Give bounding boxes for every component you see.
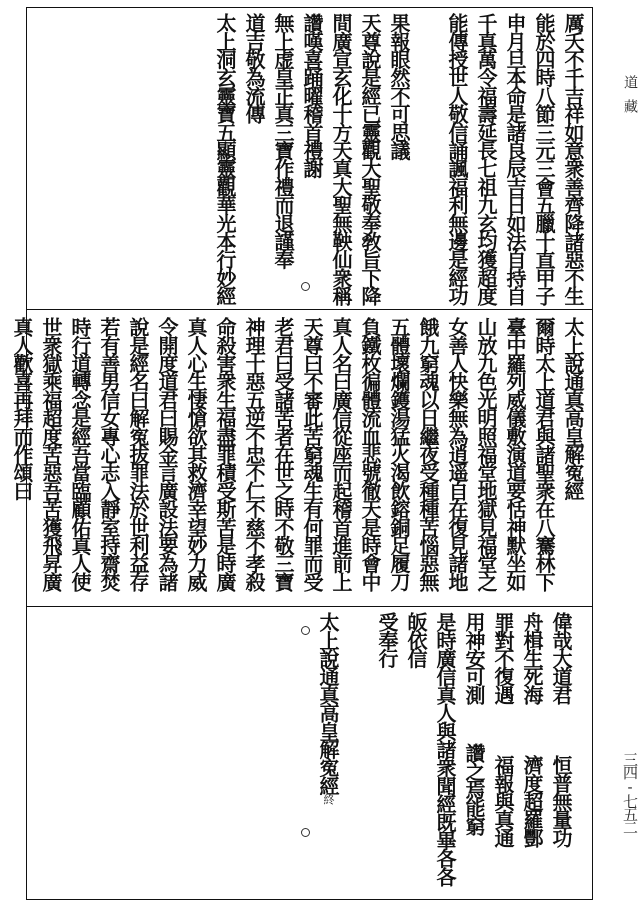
text-column: 世衆獄乘福超度苦惡吾苦獲飛昇廣 xyxy=(39,317,63,591)
annotation-mark: 終 xyxy=(322,794,335,806)
text-column: 命殺害衆生福盡罪積受斯苦是時廣 xyxy=(213,317,237,591)
text-column: 臺中羅列威儀敷演道要恬神默坐如 xyxy=(503,317,527,591)
text-column: 千真萬令福壽延長七祖九玄均獲超度 xyxy=(474,13,498,305)
text-column: 天尊說是經已靈觀大聖敬奉敎旨下降 xyxy=(358,13,382,305)
text-column: 太上洞玄靈寶五顯靈觀華光本行妙經 xyxy=(213,13,237,305)
text-column xyxy=(413,7,442,309)
text-line: 是時廣信真人與諸衆聞經既畢各各 xyxy=(433,612,457,886)
text-columns xyxy=(314,608,575,900)
text-columns xyxy=(210,7,587,309)
text-column: 無上虚皇正真三寶作禮而退謹奉 xyxy=(271,13,295,268)
text-column: 女善人快樂無為逍遥自在復見諸地 xyxy=(445,317,469,591)
text-column: 能傳授世人敬信誦諷福利無邊是經功 xyxy=(445,13,469,305)
text-column: 令開度道君曰賜金言廣設法要為諸 xyxy=(155,317,179,591)
text-column xyxy=(488,608,517,900)
text-column xyxy=(401,608,430,900)
text-column xyxy=(546,608,575,900)
text-column: 天尊曰不審此苦窮魂生有何罪而受 xyxy=(300,317,324,591)
text-column: 太上說通真高皇解寃經 xyxy=(561,317,585,500)
text-column: 真人名曰廣信從座而起稽首進前上 xyxy=(329,317,353,591)
text-column: 若有善男信女專心志入靜室持齋焚 xyxy=(97,317,121,591)
text-column: 神理十惡五逆不忠不仁不慈不孝殺 xyxy=(242,317,266,591)
text-column xyxy=(372,608,401,900)
text-line: 皈依信 xyxy=(404,612,428,667)
text-column xyxy=(459,608,488,900)
punctuation-circle xyxy=(301,626,310,635)
panel-divider xyxy=(26,606,593,607)
punctuation-circle xyxy=(301,828,310,837)
collection-title: 道藏 xyxy=(622,75,638,123)
text-line: 用神安可測 xyxy=(462,612,486,704)
text-column: 間廣宣玄化十方天真大聖無鞅仙衆稱 xyxy=(329,13,353,305)
verse-line: 讚之焉能窮 xyxy=(462,743,486,835)
text-line: 偉哉大道君 xyxy=(549,612,573,704)
text-column xyxy=(343,608,372,900)
text-column: 餓九窮魂以日繼夜受種種苦惱惡無 xyxy=(416,317,440,591)
text-column: 真人心生悽愴欲其救濟幸望妙力威 xyxy=(184,317,208,591)
text-column xyxy=(314,608,343,900)
text-column: 爾時太上道君與諸聖衆在八騫林下 xyxy=(532,317,556,591)
middle-panel xyxy=(10,311,593,606)
text-column: 負鐵枚徧體流血悲號徹天是時會中 xyxy=(358,317,382,591)
text-column: 說是經名曰解寃拔罪法於世利益存 xyxy=(126,317,150,591)
upper-panel xyxy=(26,7,593,309)
text-column: 厲夭不千吉祥如意衆善齊降諸惡不生 xyxy=(561,13,585,305)
text-column: 讚嘆喜踊曜稽首禮謝 xyxy=(300,13,324,177)
page-number: 三四-七五二 xyxy=(621,752,639,833)
panel-divider xyxy=(26,309,593,310)
text-column: 果報眼然不可思議 xyxy=(387,13,411,159)
text-column: 老君曰受諸苦者在世之時不敬三寶 xyxy=(271,317,295,591)
verse-line: 恒普無量功 xyxy=(549,755,573,847)
text-column: 五體壞爛鑊湯猛火渴飲鎔銅足履刀 xyxy=(387,317,411,591)
text-columns xyxy=(7,311,587,606)
text-column: 道吉敬為流傳 xyxy=(242,13,266,123)
text-column: 時行道轉念是經吾當臨顧佑真人使 xyxy=(68,317,92,591)
text-line: 罪對不復遇 xyxy=(491,612,515,704)
punctuation-circle xyxy=(301,282,310,291)
lower-panel xyxy=(26,608,593,900)
text-column: 真人歡喜再拜而作頌曰 xyxy=(10,317,34,500)
text-line: 舟楫生死海 xyxy=(520,612,544,704)
verse-line: 福報與真通 xyxy=(491,755,515,847)
text-column: 申月旦本命是諸良辰吉日如法自持自 xyxy=(503,13,527,305)
text-line: 受奉行 xyxy=(375,612,399,667)
text-column: 山放九色光明照福堂地獄見福堂之 xyxy=(474,317,498,591)
text-column: 能於四時八節三元三會五臘十直甲子 xyxy=(532,13,556,305)
text-column xyxy=(517,608,546,900)
text-line: 太上說通真高皇解寃經 xyxy=(316,612,340,795)
text-column xyxy=(430,608,459,900)
verse-line: 濟度超羅酆 xyxy=(520,755,544,847)
